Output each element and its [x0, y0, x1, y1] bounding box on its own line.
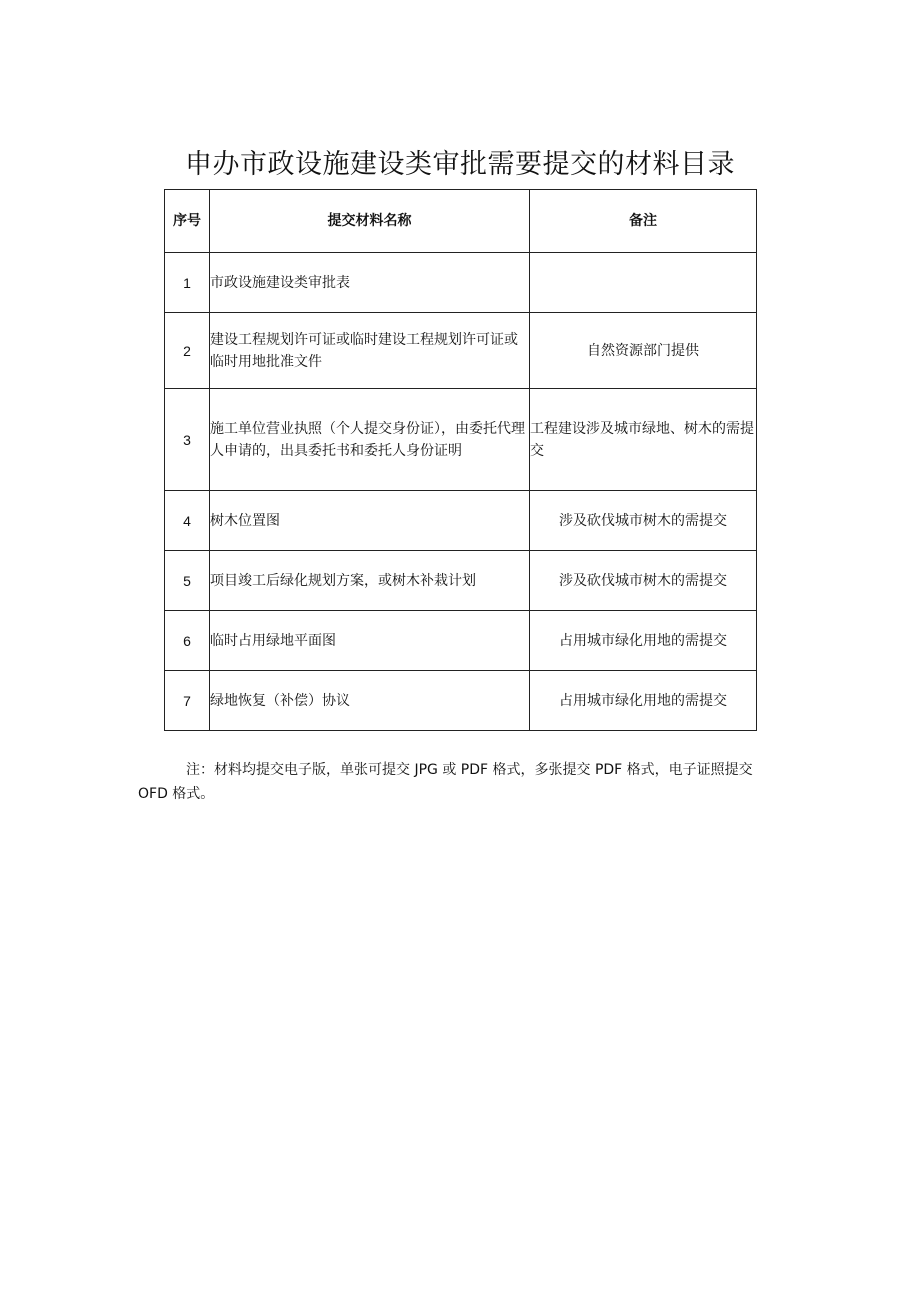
table-row [165, 491, 757, 551]
table-row [165, 253, 757, 313]
row-serial-number: 7 [165, 671, 210, 731]
table-row [165, 389, 757, 491]
row-serial-number: 6 [165, 611, 210, 671]
row-material-name: 绿地恢复（补偿）协议 [210, 671, 530, 731]
footnote: 注：材料均提交电子版，单张可提交 JPG 或 PDF 格式，多张提交 PDF 格式，电子证照提交 OFD 格式。 [138, 762, 753, 802]
header-remarks: 备注 [530, 190, 757, 253]
row-serial-number: 2 [165, 313, 210, 389]
row-remarks: 自然资源部门提供 [530, 313, 757, 389]
row-material-name: 树木位置图 [210, 491, 530, 551]
row-serial-number: 5 [165, 551, 210, 611]
row-material-name: 临时占用绿地平面图 [210, 611, 530, 671]
document-title: 申办市政设施建设类审批需要提交的材料目录 [185, 149, 735, 180]
row-material-name: 建设工程规划许可证或临时建设工程规划许可证或临时用地批准文件 [210, 313, 530, 389]
row-remarks: 涉及砍伐城市树木的需提交 [530, 551, 757, 611]
row-remarks: 涉及砍伐城市树木的需提交 [530, 491, 757, 551]
row-material-name: 市政设施建设类审批表 [210, 253, 530, 313]
table-row [165, 313, 757, 389]
row-material-name: 项目竣工后绿化规划方案，或树木补栽计划 [210, 551, 530, 611]
header-serial-number: 序号 [165, 190, 210, 253]
table-row [165, 671, 757, 731]
row-material-name: 施工单位营业执照（个人提交身份证），由委托代理人申请的，出具委托书和委托人身份证明 [210, 389, 530, 491]
table-row [165, 611, 757, 671]
header-material-name: 提交材料名称 [210, 190, 530, 253]
table-row [165, 551, 757, 611]
row-remarks: 工程建设涉及城市绿地、树木的需提交 [530, 389, 757, 491]
row-remarks: 占用城市绿化用地的需提交 [530, 671, 757, 731]
materials-table [164, 189, 757, 731]
table-header-row [165, 190, 757, 253]
row-remarks: 占用城市绿化用地的需提交 [530, 611, 757, 671]
row-serial-number: 4 [165, 491, 210, 551]
row-serial-number: 1 [165, 253, 210, 313]
row-remarks [530, 253, 757, 313]
row-serial-number: 3 [165, 389, 210, 491]
